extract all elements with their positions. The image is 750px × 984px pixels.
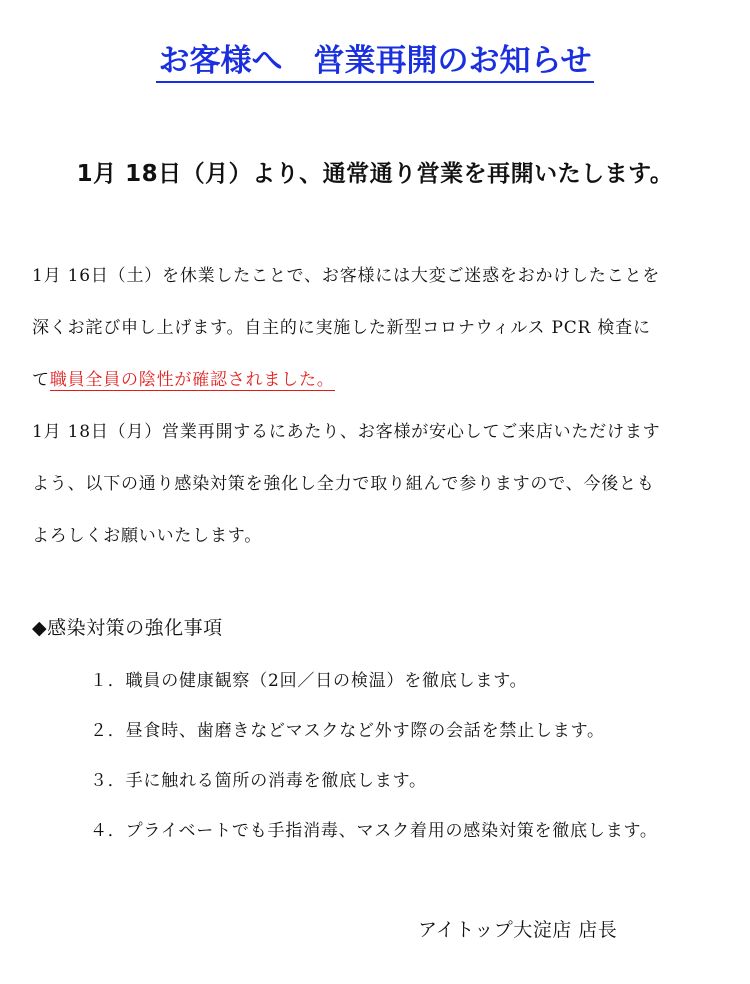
measures-heading: ◆感染対策の強化事項 [32, 617, 223, 639]
notice-title: お客様へ 営業再開のお知らせ [156, 43, 593, 83]
notice-body [32, 250, 732, 562]
notice-title-block [0, 40, 750, 82]
negative-result-highlight: 職員全員の陰性が確認されました。 [49, 370, 335, 390]
measure-item: ２．昼食時、歯磨きなどマスクなど外す際の会話を禁止します。 [90, 721, 605, 741]
reopening-headline: 1月 18日（月）より、通常通り営業を再開いたします。 [76, 161, 674, 187]
body-line-3-prefix: て [32, 370, 50, 390]
measure-item: １．職員の健康観察（2回／日の検温）を徹底します。 [90, 671, 528, 691]
measures-list [90, 656, 658, 856]
store-signature: アイトップ大淀店 店長 [418, 919, 618, 941]
body-line-4: 1月 18日（月）営業再開するにあたり、お客様が安心してご来店いただけます [32, 422, 661, 442]
body-line-6: よろしくお願いいたします。 [32, 526, 263, 546]
measure-item: ４．プライベートでも手指消毒、マスク着用の感染対策を徹底します。 [90, 821, 658, 841]
body-line-5: よう、以下の通り感染対策を強化し全力で取り組んで参りますので、今後とも [32, 474, 655, 494]
body-line-3 [32, 354, 732, 406]
body-line-2: 深くお詫び申し上げます。自主的に実施した新型コロナウィルス PCR 検査に [32, 318, 651, 338]
measure-item: ３．手に触れる箇所の消毒を徹底します。 [90, 771, 427, 791]
body-line-1: 1月 16日（土）を休業したことで、お客様には大変ご迷惑をおかけしたことを [32, 266, 661, 286]
